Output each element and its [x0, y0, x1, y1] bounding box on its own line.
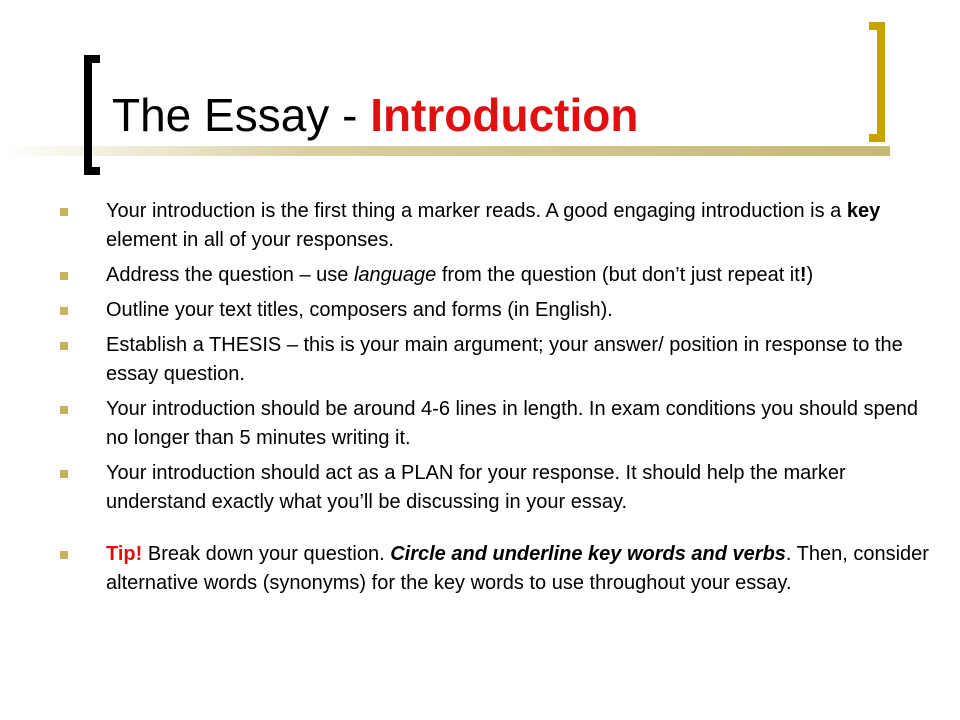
bullet-text: Outline your text titles, composers and forms (in English).	[106, 299, 613, 321]
bullet-item	[58, 395, 930, 453]
bullet-text: Your introduction should act as a PLAN for your response. It should help the marker understand exactly what you’ll be discussing in your essay.	[106, 462, 846, 513]
bullet-text: element in all of your responses.	[106, 229, 394, 251]
bullet-emphasis: key	[846, 200, 881, 222]
title-prefix: The Essay -	[112, 89, 371, 141]
bullet-item	[58, 261, 930, 290]
bullet-item	[58, 459, 930, 517]
slide-title	[112, 88, 638, 143]
left-bracket-decoration	[84, 55, 100, 175]
bullet-text: Your introduction should be around 4-6 lines in length. In exam conditions you should spend no longer than 5 minutes writing it.	[106, 398, 919, 449]
bullet-square-icon	[60, 272, 68, 280]
bullet-item	[58, 197, 930, 255]
bullet-text: . Then, consider alternative words (synonyms) for the key words to use throughout your essay.	[106, 543, 929, 594]
bullet-item	[58, 331, 930, 389]
bullet-emphasis: language	[353, 264, 437, 286]
decorative-line	[0, 146, 890, 156]
bullet-text: from the question (but don’t just repeat it	[436, 264, 800, 286]
bullet-square-icon	[60, 342, 68, 350]
bullet-text: )	[806, 264, 814, 286]
bullet-item	[58, 296, 930, 325]
bullet-text: Address the question – use	[106, 264, 354, 286]
bullet-emphasis: !	[799, 264, 807, 286]
bullet-square-icon	[60, 470, 68, 478]
bullet-square-icon	[60, 307, 68, 315]
right-bracket-decoration	[869, 22, 885, 142]
bullet-text: Break down your question.	[142, 543, 391, 565]
bullet-text: Establish a THESIS – this is your main argument; your answer/ position in response to the essay question.	[106, 334, 903, 385]
bullet-list	[58, 197, 930, 598]
title-accent: Introduction	[370, 89, 639, 141]
bullet-text: Your introduction is the first thing a marker reads. A good engaging introduction is a	[106, 200, 847, 222]
tip-bullet-item	[58, 540, 930, 598]
bullet-square-icon	[60, 208, 68, 216]
tip-label: Tip!	[106, 543, 143, 565]
bullet-emphasis: Circle and underline key words and verbs	[390, 543, 786, 565]
bullet-square-icon	[60, 406, 68, 414]
bullet-square-icon	[60, 551, 68, 559]
